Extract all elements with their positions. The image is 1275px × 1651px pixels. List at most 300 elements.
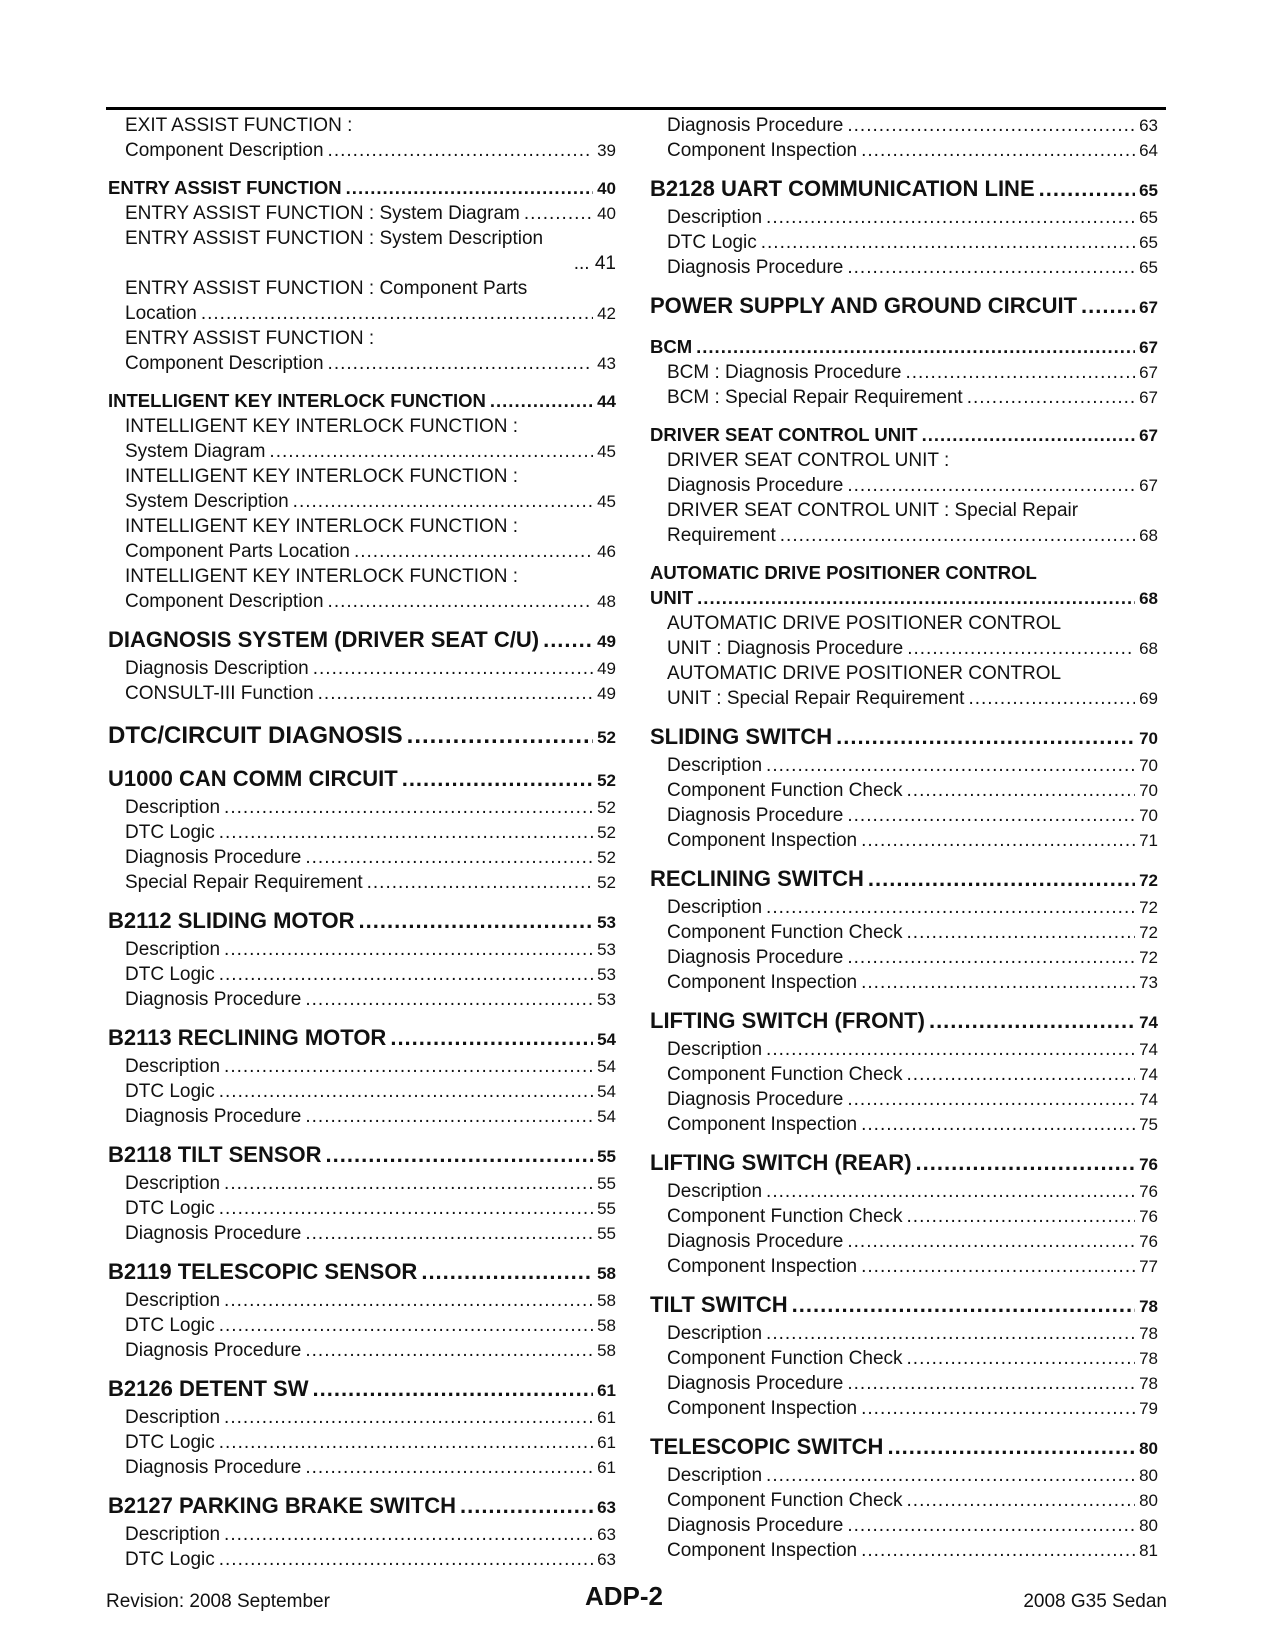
toc-subentry[interactable] <box>108 1455 616 1480</box>
dot-leader <box>224 1288 593 1313</box>
dot-leader <box>861 828 1135 853</box>
dot-leader <box>460 1492 593 1520</box>
toc-entry-title: Component Function Check <box>667 1490 903 1511</box>
toc-entry-line: ENTRY ASSIST FUNCTION : <box>125 328 375 349</box>
toc-entry-title: UNIT : Special Repair Requirement <box>667 688 965 709</box>
toc-page-number: 61 <box>597 1381 616 1400</box>
toc-entry-title: B2119 TELESCOPIC SENSOR <box>108 1259 418 1284</box>
toc-entry-title: Component Inspection <box>667 1398 858 1419</box>
toc-heading[interactable] <box>650 334 1158 360</box>
toc-page-number: 73 <box>1139 973 1158 992</box>
toc-entry-title: DTC Logic <box>125 1315 215 1336</box>
toc-subentry[interactable] <box>108 226 616 276</box>
toc-subentry[interactable] <box>108 1313 616 1338</box>
toc-entry-title: Description <box>125 1524 221 1545</box>
toc-entry-title: DTC Logic <box>125 1198 215 1219</box>
toc-entry-title: Component Inspection <box>667 1540 858 1561</box>
toc-subentry[interactable] <box>650 753 1158 778</box>
toc-entry-title: Diagnosis Procedure <box>125 847 302 868</box>
toc-entry-title: UNIT : Diagnosis Procedure <box>667 638 904 659</box>
toc-page-number: 54 <box>597 1030 616 1049</box>
toc-heading[interactable] <box>108 175 616 201</box>
toc-page-number: 53 <box>597 913 616 932</box>
dot-leader <box>318 681 593 706</box>
toc-entry-title: Diagnosis Procedure <box>125 1457 302 1478</box>
toc-page-number: 40 <box>597 179 616 198</box>
toc-subentry[interactable] <box>650 1204 1158 1229</box>
toc-subentry[interactable] <box>108 326 616 376</box>
toc-subentry[interactable] <box>650 828 1158 853</box>
dot-leader <box>326 1141 594 1169</box>
toc-entry-title: Diagnosis Procedure <box>667 1373 844 1394</box>
toc-page-number: 42 <box>597 304 616 323</box>
toc-heading[interactable] <box>108 1492 616 1522</box>
toc-page-number: 52 <box>597 823 616 842</box>
toc-subentry[interactable] <box>650 803 1158 828</box>
toc-entry-title: Description <box>125 1173 221 1194</box>
toc-subentry[interactable] <box>650 205 1158 230</box>
dot-leader <box>543 626 593 654</box>
toc-subentry[interactable] <box>650 138 1158 163</box>
toc-entry-title: DTC Logic <box>125 822 215 843</box>
toc-page-number: 65 <box>1139 258 1158 277</box>
toc-entry-title: DTC Logic <box>125 964 215 985</box>
toc-heading[interactable] <box>650 175 1158 205</box>
toc-page-number: 67 <box>1139 363 1158 382</box>
toc-page-number: 72 <box>1139 948 1158 967</box>
top-rule <box>106 107 1166 110</box>
toc-subentry[interactable] <box>650 920 1158 945</box>
toc-entry-line: DRIVER SEAT CONTROL UNIT : <box>667 450 950 471</box>
toc-entry-title: Diagnosis Procedure <box>667 257 844 278</box>
toc-entry-title: Diagnosis Procedure <box>667 1515 844 1536</box>
dot-leader <box>967 385 1135 410</box>
toc-page-number: 55 <box>597 1174 616 1193</box>
toc-subentry[interactable] <box>650 1463 1158 1488</box>
toc-entry-title: B2127 PARKING BRAKE SWITCH <box>108 1493 456 1518</box>
toc-page-number: 76 <box>1139 1182 1158 1201</box>
toc-entry-title: DRIVER SEAT CONTROL UNIT <box>650 424 918 445</box>
dot-leader <box>847 1229 1135 1254</box>
toc-entry-title: CONSULT-III Function <box>125 683 314 704</box>
toc-entry-title: POWER SUPPLY AND GROUND CIRCUIT <box>650 293 1078 318</box>
toc-entry-title: U1000 CAN COMM CIRCUIT <box>108 766 398 791</box>
dot-leader <box>836 723 1135 751</box>
toc-subentry[interactable] <box>650 945 1158 970</box>
toc-entry-line: AUTOMATIC DRIVE POSITIONER CONTROL <box>667 663 1062 684</box>
toc-page-number: 53 <box>597 940 616 959</box>
toc-subentry[interactable] <box>108 464 616 514</box>
toc-subentry[interactable] <box>108 564 616 614</box>
toc-subentry[interactable] <box>108 845 616 870</box>
toc-page-number: 72 <box>1139 923 1158 942</box>
toc-entry-title: Description <box>667 207 763 228</box>
dot-leader <box>847 255 1135 280</box>
toc-page-number: 70 <box>1139 756 1158 775</box>
dot-leader <box>868 865 1135 893</box>
toc-subentry[interactable] <box>650 661 1158 711</box>
dot-leader <box>224 1054 593 1079</box>
toc-subentry[interactable] <box>108 414 616 464</box>
toc-subentry[interactable] <box>108 987 616 1012</box>
toc-entry-title: Component Inspection <box>667 140 858 161</box>
toc-entry-title: B2126 DETENT SW <box>108 1376 309 1401</box>
toc-subentry[interactable] <box>650 498 1158 548</box>
toc-heading[interactable] <box>108 765 616 795</box>
toc-page-number: 65 <box>1139 208 1158 227</box>
toc-subentry[interactable] <box>650 895 1158 920</box>
toc-page-number: 63 <box>597 1498 616 1517</box>
toc-subentry[interactable] <box>650 1037 1158 1062</box>
toc-page-number: 54 <box>597 1107 616 1126</box>
toc-subentry[interactable] <box>108 656 616 681</box>
toc-subentry[interactable] <box>108 1338 616 1363</box>
toc-entry-title: LIFTING SWITCH (REAR) <box>650 1150 912 1175</box>
dot-leader <box>847 1087 1135 1112</box>
toc-heading[interactable] <box>108 1141 616 1171</box>
toc-entry-title: TELESCOPIC SWITCH <box>650 1434 884 1459</box>
dot-leader <box>224 1522 593 1547</box>
toc-entry-line: INTELLIGENT KEY INTERLOCK FUNCTION : <box>125 416 519 437</box>
toc-subentry[interactable] <box>650 611 1158 661</box>
toc-subentry[interactable] <box>108 201 616 226</box>
dot-leader <box>861 970 1135 995</box>
toc-subentry[interactable] <box>650 970 1158 995</box>
toc-page-number: 80 <box>1139 1491 1158 1510</box>
toc-page-number: 52 <box>597 798 616 817</box>
toc-entry-title: Description <box>667 1181 763 1202</box>
dot-leader <box>269 439 593 464</box>
toc-entry-title: TILT SWITCH <box>650 1292 788 1317</box>
toc-heading[interactable] <box>650 292 1158 322</box>
toc-entry-title: Description <box>667 1323 763 1344</box>
toc-page-number: 80 <box>1139 1516 1158 1535</box>
toc-entry-title: BCM : Special Repair Requirement <box>667 387 963 408</box>
toc-entry-title: Component Function Check <box>667 1206 903 1227</box>
toc-page-number: 76 <box>1139 1207 1158 1226</box>
dot-leader <box>305 845 593 870</box>
dot-leader <box>766 1463 1135 1488</box>
toc-page-number: 45 <box>597 442 616 461</box>
toc-page-number: 54 <box>597 1057 616 1076</box>
toc-entry-title: DTC/CIRCUIT DIAGNOSIS <box>108 722 403 749</box>
toc-entry-title: Component Function Check <box>667 922 903 943</box>
toc-page-number: 80 <box>1139 1439 1158 1458</box>
toc-page-number: 71 <box>1139 831 1158 850</box>
toc-subentry[interactable] <box>108 1221 616 1246</box>
toc-entry-line: INTELLIGENT KEY INTERLOCK FUNCTION : <box>125 466 519 487</box>
toc-subentry[interactable] <box>650 113 1158 138</box>
toc-subentry[interactable] <box>650 230 1158 255</box>
dot-leader <box>1081 292 1135 320</box>
toc-page-number: 68 <box>1139 589 1158 608</box>
toc-page-number: 81 <box>1139 1541 1158 1560</box>
dot-leader <box>905 360 1135 385</box>
toc-entry-title: INTELLIGENT KEY INTERLOCK FUNCTION <box>108 390 486 411</box>
toc-page-number: 72 <box>1139 898 1158 917</box>
toc-page-number: 52 <box>597 848 616 867</box>
dot-leader <box>847 113 1135 138</box>
toc-entry-title: Component Function Check <box>667 1064 903 1085</box>
toc-page-number: 46 <box>597 542 616 561</box>
toc-page-number: 74 <box>1139 1090 1158 1109</box>
dot-leader <box>390 1024 593 1052</box>
toc-page-number: 52 <box>597 873 616 892</box>
toc-subentry[interactable] <box>108 514 616 564</box>
toc-page-number: 61 <box>597 1433 616 1452</box>
toc-page-number: 67 <box>1139 338 1158 357</box>
toc-entry-title: Description <box>125 939 221 960</box>
toc-subentry[interactable] <box>650 1321 1158 1346</box>
toc-page-number: 76 <box>1139 1155 1158 1174</box>
toc-page-number: 70 <box>1139 806 1158 825</box>
toc-page-number: 49 <box>597 632 616 651</box>
toc-page-number: 65 <box>1139 181 1158 200</box>
toc-entry-title: Diagnosis Procedure <box>667 805 844 826</box>
toc-heading[interactable] <box>650 1433 1158 1463</box>
dot-leader <box>907 636 1135 661</box>
toc-entry-title: Component Description <box>125 353 324 374</box>
toc-heading[interactable] <box>650 865 1158 895</box>
toc-page-number: 75 <box>1139 1115 1158 1134</box>
toc-page-number: 39 <box>597 141 616 160</box>
toc-subentry[interactable] <box>108 1522 616 1547</box>
toc-subentry[interactable] <box>108 795 616 820</box>
toc-entry-title: DIAGNOSIS SYSTEM (DRIVER SEAT C/U) <box>108 627 540 652</box>
toc-subentry[interactable] <box>650 1538 1158 1563</box>
toc-subentry[interactable] <box>108 1079 616 1104</box>
toc-page-number: 45 <box>597 492 616 511</box>
dot-leader <box>328 138 594 163</box>
toc-entry-title: System Diagram <box>125 441 266 462</box>
toc-page-number: 43 <box>597 354 616 373</box>
dot-leader <box>968 686 1135 711</box>
dot-leader <box>780 523 1135 548</box>
toc-subentry[interactable] <box>650 1371 1158 1396</box>
dot-leader <box>766 895 1135 920</box>
toc-page-number: 58 <box>597 1316 616 1335</box>
toc-subentry[interactable] <box>650 1254 1158 1279</box>
dot-leader <box>421 1258 593 1286</box>
toc-subentry[interactable] <box>650 360 1158 385</box>
toc-page-number: 54 <box>597 1082 616 1101</box>
dot-leader <box>1039 175 1135 203</box>
toc-subentry[interactable] <box>108 962 616 987</box>
toc-subentry[interactable] <box>108 870 616 895</box>
toc-entry-title: Diagnosis Description <box>125 658 309 679</box>
toc-entry-line: ENTRY ASSIST FUNCTION : Component Parts <box>125 278 528 299</box>
dot-leader <box>219 1547 593 1572</box>
toc-entry-title: BCM <box>650 336 693 357</box>
toc-subentry[interactable] <box>650 1112 1158 1137</box>
toc-entry-title: LIFTING SWITCH (FRONT) <box>650 1008 925 1033</box>
toc-entry-title: Diagnosis Procedure <box>667 115 844 136</box>
toc-subentry[interactable] <box>650 385 1158 410</box>
toc-page-number: 52 <box>597 771 616 790</box>
dot-leader <box>916 1149 1136 1177</box>
toc-entry-title: Description <box>667 1465 763 1486</box>
toc-entry-title: Description <box>667 897 763 918</box>
toc-entry-title: Diagnosis Procedure <box>667 1231 844 1252</box>
toc-page-number: 40 <box>597 204 616 223</box>
toc-entry-title: Diagnosis Procedure <box>125 1223 302 1244</box>
toc-page-number: 64 <box>1139 141 1158 160</box>
toc-left-column <box>108 113 616 1572</box>
toc-entry-title: Component Inspection <box>667 830 858 851</box>
vehicle-model: 2008 G35 Sedan <box>1023 1591 1167 1612</box>
toc-subentry[interactable] <box>650 1229 1158 1254</box>
toc-subentry[interactable] <box>108 681 616 706</box>
toc-subentry[interactable] <box>650 1087 1158 1112</box>
toc-page-number: 77 <box>1139 1257 1158 1276</box>
dot-leader <box>224 937 593 962</box>
toc-heading[interactable] <box>108 388 616 414</box>
dot-leader <box>766 1321 1135 1346</box>
toc-heading[interactable] <box>108 626 616 656</box>
toc-page-number: 61 <box>597 1408 616 1427</box>
dot-leader <box>792 1291 1135 1319</box>
dot-leader <box>305 1104 593 1129</box>
toc-heading[interactable] <box>650 1007 1158 1037</box>
toc-page-number: 78 <box>1139 1297 1158 1316</box>
dot-leader <box>305 1221 593 1246</box>
toc-entry-title: Diagnosis Procedure <box>125 1106 302 1127</box>
toc-entry-title: RECLINING SWITCH <box>650 866 864 891</box>
toc-page-number: 55 <box>597 1224 616 1243</box>
toc-subentry[interactable] <box>650 1396 1158 1421</box>
toc-subentry[interactable] <box>108 1171 616 1196</box>
toc-entry-title: UNIT <box>650 587 694 608</box>
toc-entry-title: System Description <box>125 491 289 512</box>
toc-entry-line: DRIVER SEAT CONTROL UNIT : Special Repair <box>667 500 1079 521</box>
toc-heading[interactable] <box>108 1258 616 1288</box>
dot-leader <box>696 334 1135 359</box>
toc-entry-title: Description <box>125 1290 221 1311</box>
toc-heading[interactable] <box>650 1291 1158 1321</box>
toc-page-number: 55 <box>597 1147 616 1166</box>
toc-page-number: 68 <box>1139 526 1158 545</box>
toc-entry-title: DTC Logic <box>125 1081 215 1102</box>
toc-entry-line: INTELLIGENT KEY INTERLOCK FUNCTION : <box>125 516 519 537</box>
toc-entry-title: Description <box>125 1056 221 1077</box>
toc-entry-title: Diagnosis Procedure <box>667 475 844 496</box>
toc-entry-title: DTC Logic <box>667 232 757 253</box>
toc-heading[interactable] <box>650 1149 1158 1179</box>
toc-heading[interactable] <box>108 1375 616 1405</box>
toc-subentry[interactable] <box>108 1430 616 1455</box>
toc-subentry[interactable] <box>650 1062 1158 1087</box>
toc-entry-title: Diagnosis Procedure <box>125 989 302 1010</box>
toc-page-number: 69 <box>1139 689 1158 708</box>
dot-leader <box>847 1513 1135 1538</box>
dot-leader <box>359 907 594 935</box>
dot-leader <box>219 962 593 987</box>
toc-entry-title: Description <box>125 1407 221 1428</box>
dot-leader <box>524 201 593 226</box>
toc-subentry[interactable] <box>650 448 1158 498</box>
toc-subentry[interactable] <box>108 1288 616 1313</box>
toc-subentry[interactable] <box>108 1054 616 1079</box>
toc-page-number: 76 <box>1139 1232 1158 1251</box>
dot-leader <box>922 422 1136 447</box>
dot-leader <box>907 778 1136 803</box>
toc-page-number: 74 <box>1139 1040 1158 1059</box>
toc-subentry[interactable] <box>108 1405 616 1430</box>
toc-entry-title: BCM : Diagnosis Procedure <box>667 362 902 383</box>
toc-page-number: 61 <box>597 1458 616 1477</box>
toc-page-number: 65 <box>1139 233 1158 252</box>
dot-leader <box>490 388 593 413</box>
toc-subentry[interactable] <box>108 937 616 962</box>
toc-page-number: 74 <box>1139 1065 1158 1084</box>
dot-leader <box>697 585 1135 610</box>
toc-entry-title: Description <box>125 797 221 818</box>
dot-leader <box>861 1112 1135 1137</box>
toc-heading[interactable] <box>108 720 616 753</box>
dot-leader <box>907 1346 1136 1371</box>
toc-heading[interactable] <box>650 422 1158 448</box>
toc-page-number: ... 41 <box>573 253 616 274</box>
toc-subentry[interactable] <box>650 255 1158 280</box>
toc-page-number: 67 <box>1139 298 1158 317</box>
toc-subentry[interactable] <box>108 820 616 845</box>
toc-heading[interactable] <box>108 1024 616 1054</box>
toc-heading[interactable] <box>650 723 1158 753</box>
toc-entry-title: B2128 UART COMMUNICATION LINE <box>650 176 1035 201</box>
dot-leader <box>887 1433 1135 1461</box>
toc-entry-title: DTC Logic <box>125 1549 215 1570</box>
toc-page-number: 49 <box>597 659 616 678</box>
toc-entry-title: Component Inspection <box>667 1114 858 1135</box>
toc-subentry[interactable] <box>108 1547 616 1572</box>
toc-heading[interactable] <box>650 560 1158 611</box>
page-id: ADP-2 <box>585 1581 664 1611</box>
toc-entry-line: AUTOMATIC DRIVE POSITIONER CONTROL <box>667 613 1062 634</box>
dot-leader <box>929 1007 1135 1035</box>
toc-page-number: 74 <box>1139 1013 1158 1032</box>
toc-subentry[interactable] <box>108 1104 616 1129</box>
toc-heading[interactable] <box>108 907 616 937</box>
toc-subentry[interactable] <box>650 1179 1158 1204</box>
toc-entry-title: ENTRY ASSIST FUNCTION : System Diagram <box>125 203 520 224</box>
toc-subentry[interactable] <box>108 1196 616 1221</box>
dot-leader <box>346 175 593 200</box>
toc-entry-line: ENTRY ASSIST FUNCTION : System Description <box>125 228 544 249</box>
toc-entry-title: Requirement <box>667 525 776 546</box>
toc-subentry[interactable] <box>108 113 616 163</box>
dot-leader <box>407 720 593 751</box>
toc-subentry[interactable] <box>650 1513 1158 1538</box>
toc-entry-title: Location <box>125 303 197 324</box>
toc-page-number: 68 <box>1139 639 1158 658</box>
toc-subentry[interactable] <box>108 276 616 326</box>
dot-leader <box>305 987 593 1012</box>
toc-page-number: 55 <box>597 1199 616 1218</box>
dot-leader <box>305 1455 593 1480</box>
dot-leader <box>907 1488 1136 1513</box>
toc-page-number: 53 <box>597 965 616 984</box>
toc-page-number: 63 <box>1139 116 1158 135</box>
toc-subentry[interactable] <box>650 1488 1158 1513</box>
toc-entry-title: Component Function Check <box>667 1348 903 1369</box>
toc-subentry[interactable] <box>650 1346 1158 1371</box>
toc-page-number: 58 <box>597 1264 616 1283</box>
toc-page-number: 52 <box>597 728 616 747</box>
dot-leader <box>861 1396 1135 1421</box>
toc-page-number: 79 <box>1139 1399 1158 1418</box>
toc-entry-title: Diagnosis Procedure <box>667 1089 844 1110</box>
toc-subentry[interactable] <box>650 778 1158 803</box>
